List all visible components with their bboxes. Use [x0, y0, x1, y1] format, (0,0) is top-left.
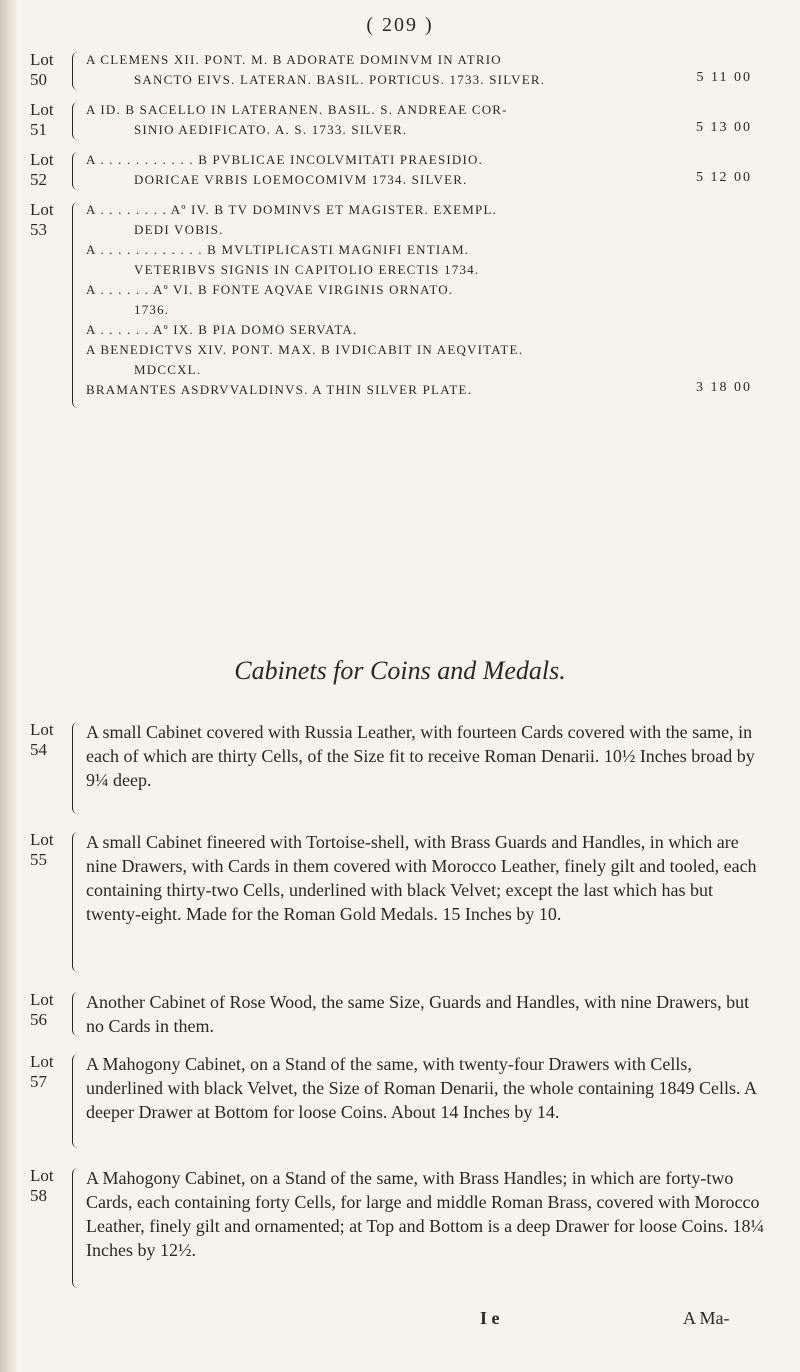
- lot-label: Lot 58: [30, 1166, 54, 1205]
- lot-entry: [30, 990, 770, 1042]
- coin-line: DORICAE VRBIS LOEMOCOMIVM 1734. SILVER.: [134, 172, 468, 187]
- coin-line: BRAMANTES ASDRVVALDINVS. A THIN SILVER PLATE.: [86, 382, 473, 397]
- coin-line: A CLEMENS XII. PONT. M. B ADORATE DOMINVM IN ATRIO: [86, 52, 502, 67]
- coin-line: 1736.: [134, 302, 170, 317]
- lot-entry: [30, 50, 770, 94]
- brace: [72, 992, 81, 1036]
- lot-description: A small Cabinet fineered with Tortoise-shell, with Brass Guards and Handles, in which are nine Drawers, with Cards in them covered with Morocco Leather, finely gilt and tooled, each containing thirty-two Cells, underlined with black Velvet; except the last which has but twenty-eight. Made for the Roman Gold Medals. 15 Inches by 10.: [86, 832, 757, 924]
- coin-line: A ID. B SACELLO IN LATERANEN. BASIL. S. ANDREAE COR-: [86, 102, 508, 117]
- lot-description: [86, 150, 770, 190]
- catchword: A Ma-: [683, 1308, 730, 1328]
- coin-line: SINIO AEDIFICATO. A. S. 1733. SILVER.: [134, 122, 408, 137]
- lot-entry: [30, 1166, 770, 1296]
- lot-description: A small Cabinet covered with Russia Leather, with fourteen Cards covered with the same, in each of which are thirty Cells, of the Size fit to receive Roman Denarii. 10½ Inches broad by 9¼ deep.: [86, 722, 755, 790]
- coin-line: A . . . . . . . . Aº IV. B TV DOMINVS ET MAGISTER. EXEMPL.: [86, 202, 498, 217]
- lot-entry: [30, 200, 770, 420]
- coin-line: VETERIBVS SIGNIS IN CAPITOLIO ERECTIS 1734.: [134, 262, 480, 277]
- signature-mark: I e: [480, 1308, 500, 1328]
- lot-price: 3 18 00: [696, 380, 752, 395]
- brace: [72, 1054, 81, 1148]
- coin-line: A . . . . . . . . . . . B PVBLICAE INCOLVMITATI PRAESIDIO.: [86, 152, 484, 167]
- brace: [72, 152, 81, 190]
- brace: [72, 722, 81, 814]
- coin-line: A BENEDICTVS XIV. PONT. MAX. B IVDICABIT IN AEQVITATE.: [86, 342, 524, 357]
- lot-entry: [30, 100, 770, 144]
- lot-label: Lot 57: [30, 1052, 54, 1091]
- lot-description: [86, 100, 770, 140]
- lot-price: 5 11 00: [696, 70, 752, 85]
- brace: [72, 832, 81, 972]
- lot-label: Lot 50: [30, 50, 54, 89]
- lot-label: Lot 51: [30, 100, 54, 139]
- lot-label: Lot 55: [30, 830, 54, 869]
- lot-label: Lot 53: [30, 200, 54, 239]
- lot-price: 5 13 00: [696, 120, 752, 135]
- coin-line: A . . . . . . Aº VI. B FONTE AQVAE VIRGINIS ORNATO.: [86, 282, 454, 297]
- lot-price: 5 12 00: [696, 170, 752, 185]
- coin-line: MDCCXL.: [134, 362, 202, 377]
- lot-description: [86, 200, 770, 400]
- lot-label: Lot 52: [30, 150, 54, 189]
- lot-label: Lot 56: [30, 990, 54, 1029]
- brace: [72, 52, 81, 90]
- lot-description: A Mahogony Cabinet, on a Stand of the same, with twenty-four Drawers with Cells, underlined with black Velvet, the Size of Roman Denarii, the whole containing 1849 Cells. A deeper Drawer at Bottom for loose Coins. About 14 Inches by 14.: [86, 1054, 757, 1122]
- coin-line: DEDI VOBIS.: [134, 222, 224, 237]
- binding-gutter: [0, 0, 18, 1372]
- lot-entry: [30, 1052, 770, 1156]
- footer-line: [480, 1308, 730, 1329]
- lot-description: Another Cabinet of Rose Wood, the same Size, Guards and Handles, with nine Drawers, but no Cards in them.: [86, 992, 750, 1036]
- coin-line: SANCTO EIVS. LATERAN. BASIL. PORTICUS. 1733. SILVER.: [134, 72, 546, 87]
- coin-line: A . . . . . . . . . . . . B MVLTIPLICASTI MAGNIFI ENTIAM.: [86, 242, 470, 257]
- lot-entry: [30, 150, 770, 194]
- page-number: ( 209 ): [366, 14, 434, 36]
- section-heading: Cabinets for Coins and Medals.: [234, 656, 566, 685]
- lot-description: A Mahogony Cabinet, on a Stand of the same, with Brass Handles; in which are forty-two Cards, each containing forty Cells, for large and middle Roman Brass, covered with Morocco Leather, finely gilt and ornamented; at Top and Bottom is a deep Drawer for loose Coins. 18¼ Inches by 12½.: [86, 1168, 765, 1260]
- brace: [72, 1168, 81, 1288]
- lot-entry: [30, 830, 770, 980]
- brace: [72, 202, 81, 408]
- lot-label: Lot 54: [30, 720, 54, 759]
- lot-description: [86, 50, 770, 90]
- lot-entry: [30, 720, 770, 820]
- brace: [72, 102, 81, 140]
- coin-line: A . . . . . . Aº IX. B PIA DOMO SERVATA.: [86, 322, 358, 337]
